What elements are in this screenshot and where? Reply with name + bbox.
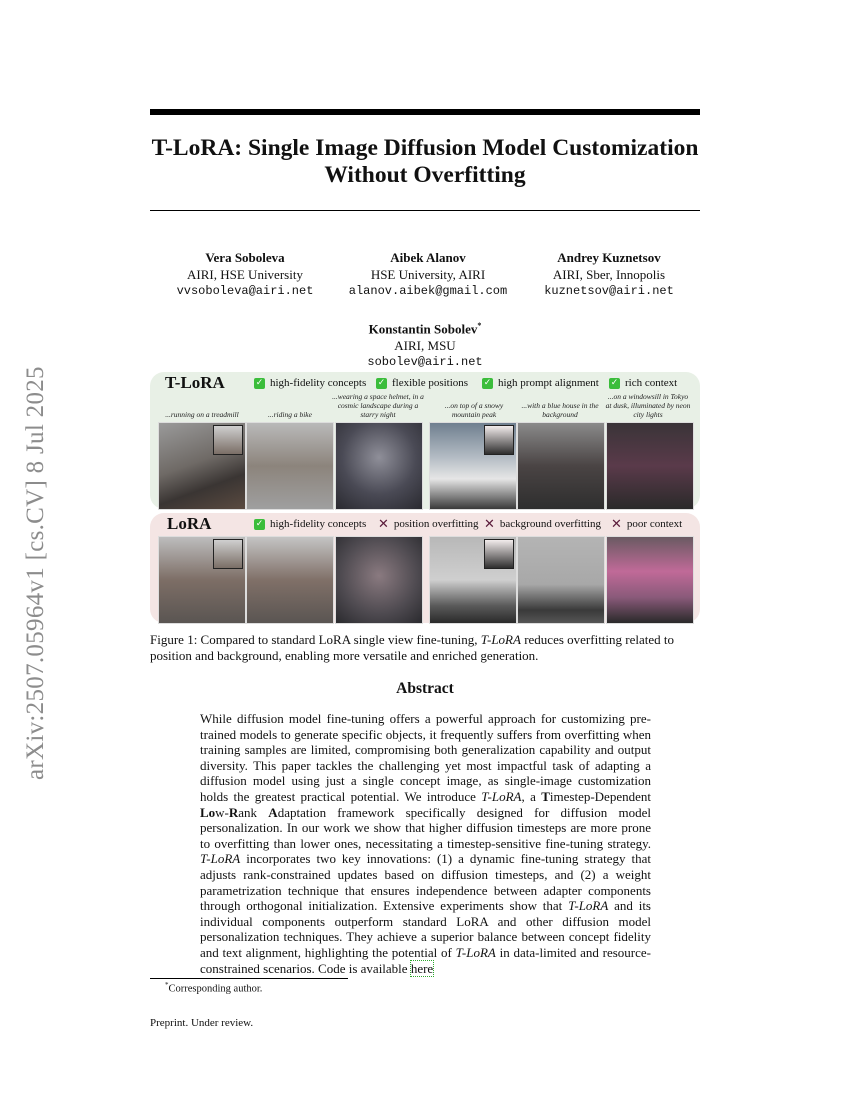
abstract-text: and its individual components outperform standard LoRA and other diffusion model personalization techniques. They achieve a superior balance between concept fidelity and text alignment, highlighting the potential of xyxy=(200,898,651,960)
abstract-text: w- xyxy=(215,804,229,820)
caption-text: Figure 1: Compared to standard LoRA single view fine-tuning, xyxy=(150,632,481,647)
abstract-emphasis: T-LoRA xyxy=(568,898,609,914)
author-email: alanov.aibek@gmail.com xyxy=(348,284,508,298)
generated-image-teapot-mountain xyxy=(429,422,517,510)
abstract-emphasis: T-LoRA xyxy=(200,851,241,867)
check-icon: ✓ xyxy=(255,377,264,388)
abstract-text: imestep-Dependent xyxy=(549,788,651,804)
abstract-bold: Lo xyxy=(200,804,216,820)
lora-tag xyxy=(254,518,366,530)
footnote-text: Corresponding author. xyxy=(168,983,263,995)
footnote xyxy=(165,981,262,995)
author-name xyxy=(325,318,525,338)
reference-inset-image xyxy=(213,539,243,569)
prompt-caption: ...running on a treadmill xyxy=(165,410,239,419)
author-name: Andrey Kuznetsov xyxy=(557,250,661,265)
cross-icon: ✕ xyxy=(484,516,495,532)
author-block xyxy=(325,318,525,371)
check-icon: ✓ xyxy=(483,377,492,388)
prompt-caption: ...riding a bike xyxy=(268,410,312,419)
generated-image-cat xyxy=(246,536,334,624)
cross-icon: ✕ xyxy=(611,516,622,532)
caption-text: reduces overfitting related to position and background, enabling more versatile and enriched generation. xyxy=(150,632,675,663)
lora-tag xyxy=(378,518,479,530)
generated-image-teapot xyxy=(429,536,517,624)
author-name-text: Konstantin Sobolev xyxy=(368,321,478,337)
reference-inset-image xyxy=(213,425,243,455)
abstract-bold: A xyxy=(268,804,278,820)
title-bottom-rule xyxy=(150,210,700,211)
abstract-heading: Abstract xyxy=(396,680,454,697)
tlora-tag xyxy=(376,377,468,389)
preprint-notice: Preprint. Under review. xyxy=(150,1017,254,1029)
arxiv-identifier: arXiv:2507.05964v1 [cs.CV] 8 Jul 2025 xyxy=(22,366,49,780)
abstract-emphasis: T-LoRA xyxy=(455,944,496,960)
author-name: Vera Soboleva xyxy=(205,250,285,265)
tag-label: poor context xyxy=(626,518,683,530)
caption-emphasis: T-LoRA xyxy=(480,632,521,647)
tlora-tag xyxy=(254,377,366,389)
check-icon: ✓ xyxy=(255,518,264,529)
generated-image-cat-treadmill xyxy=(158,422,246,510)
generated-image-cat-space-helmet xyxy=(335,422,423,510)
author-name: Aibek Alanov xyxy=(390,250,466,265)
title-line-1: T-LoRA: Single Image Diffusion Model Customization xyxy=(151,135,699,161)
reference-inset-image xyxy=(484,425,514,455)
generated-image-teapot-tokyo xyxy=(606,422,694,510)
corresponding-marker: * xyxy=(477,321,482,330)
abstract-bold: R xyxy=(228,804,239,820)
lora-tag xyxy=(611,518,682,530)
tlora-label: T-LoRA xyxy=(165,373,225,392)
title-top-rule xyxy=(150,109,700,115)
abstract-emphasis: T-LoRA xyxy=(481,788,522,804)
abstract-text: daptation framework specifically designed for diffusion model personalization. In our work we show that higher diffusion timesteps are more prone to overfitting than lower ones, necessitating a timestep-sensitive fine-tuning strategy. xyxy=(200,804,651,851)
footnote-marker: * xyxy=(165,981,169,989)
author-email: vvsoboleva@airi.net xyxy=(176,284,314,298)
generated-image-cat xyxy=(335,536,423,624)
check-icon: ✓ xyxy=(377,377,386,388)
tlora-tag xyxy=(482,377,599,389)
lora-label: LoRA xyxy=(167,514,212,533)
tag-label: high-fidelity concepts xyxy=(270,518,367,530)
lora-tag xyxy=(484,518,601,530)
tag-label: high-fidelity concepts xyxy=(270,377,367,389)
abstract-text: ank xyxy=(238,804,269,820)
figure-lora-panel xyxy=(150,513,700,623)
author-affiliation: AIRI, Sber, Innopolis xyxy=(552,266,666,282)
tag-label: flexible positions xyxy=(392,377,469,389)
tag-label: background overfitting xyxy=(499,518,602,530)
check-icon: ✓ xyxy=(610,377,619,388)
code-link[interactable]: here xyxy=(410,960,434,976)
abstract-text: incorporates two key innovations: (1) a dynamic fine-tuning strategy that adjusts rank-constrained updates based on diffusion timesteps, and (2) a weight parametrization technique that ensures independence between adapter components through orthogonal initialization. Extensive experiments show that xyxy=(200,851,651,914)
generated-image-teapot xyxy=(606,536,694,624)
tag-label: high prompt alignment xyxy=(498,377,599,389)
prompt-caption: ...on top of a snowy mountain peak xyxy=(444,401,504,419)
abstract-text: While diffusion model fine-tuning offers a powerful approach for customizing pretrained models to generate specific objects, it frequently suffers from overfitting when training samples are limited, compromising both generalization capability and output diversity. This paper tackles the challenging yet most impactful task of adapting a diffusion model using just a single concept image, as single-image customization holds the greatest practical potential. We introduce xyxy=(200,711,651,804)
prompt-caption: ...with a blue house in the background xyxy=(521,401,599,419)
figure-tlora-panel xyxy=(150,372,700,509)
tag-label: position overfitting xyxy=(393,518,479,530)
author-block xyxy=(145,250,345,300)
author-affiliation: HSE University, AIRI xyxy=(370,266,486,282)
figure-caption xyxy=(150,632,700,663)
paper-title xyxy=(150,135,700,189)
author-email: sobolev@airi.net xyxy=(367,355,483,370)
cross-icon: ✕ xyxy=(378,516,389,532)
generated-image-cat-bike xyxy=(246,422,334,510)
abstract-body xyxy=(200,711,651,976)
abstract-text: , a xyxy=(521,788,542,804)
generated-image-teapot xyxy=(517,536,605,624)
author-email: kuznetsov@airi.net xyxy=(544,284,674,298)
reference-inset-image xyxy=(484,539,514,569)
tlora-tag xyxy=(609,377,677,389)
author-block xyxy=(509,250,709,300)
prompt-caption: ...on a windowsill in Tokyo at dusk, illuminated by neon city lights xyxy=(605,392,691,419)
title-line-2: Without Overfitting xyxy=(324,162,526,188)
generated-image-teapot-blue-house xyxy=(517,422,605,510)
footnote-rule xyxy=(150,978,348,979)
tag-label: rich context xyxy=(625,377,678,389)
author-affiliation: AIRI, HSE University xyxy=(187,266,303,282)
abstract-text: in data-limited and resource-constrained scenarios. Code is available xyxy=(200,944,651,976)
abstract-bold: T xyxy=(541,788,550,804)
generated-image-cat xyxy=(158,536,246,624)
author-block xyxy=(328,250,528,300)
prompt-caption: ...wearing a space helmet, in a cosmic landscape during a starry night xyxy=(332,392,424,419)
author-affiliation: AIRI, MSU xyxy=(394,337,456,353)
